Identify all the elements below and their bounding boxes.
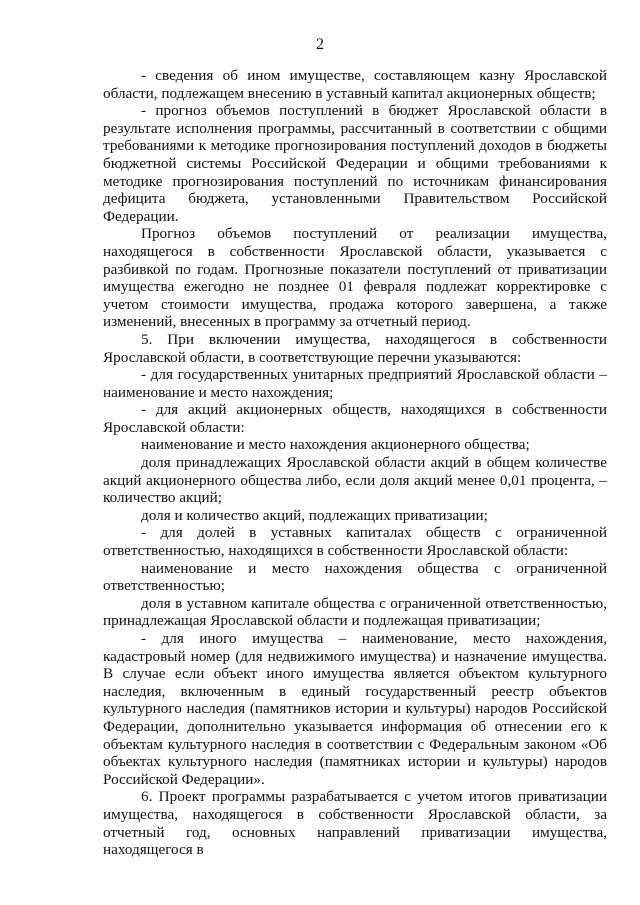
- paragraph-company-name-location: наименование и место нахождения акционерного общества;: [141, 436, 530, 454]
- paragraph-llc-share-capital: доля в уставном капитале общества с ограниченной ответственностью, принадлежащая Ярославской области и подлежащая приватизации;: [103, 594, 607, 630]
- document-body: [103, 67, 607, 859]
- paragraph-llc-name-location: наименование и место нахождения общества с ограниченной ответственностью;: [103, 559, 607, 595]
- paragraph-unitary-enterprises: - для государственных унитарных предприятий Ярославской области – наименование и место нахождения;: [103, 366, 607, 401]
- paragraph-revenue-forecast: - прогноз объемов поступлений в бюджет Ярославской области в результате исполнения программы, рассчитанный в соответствии с общими требованиями к методике прогнозирования поступлений доходов в бюджеты бюджетной системы Российской Федерации и общими требованиями к методике прогнозирования поступлений по источникам финансирования дефицита бюджета, установленными Правительством Российской Федерации.: [103, 102, 607, 225]
- paragraph-item-6: 6. Проект программы разрабатывается с учетом итогов приватизации имущества, находящегося в собственности Ярославской области, за отчетный год, основных направлений приватизации имущества, находящегося в: [103, 788, 607, 859]
- paragraph-llc-shares: - для долей в уставных капиталах обществ с ограниченной ответственностью, находящихся в собственности Ярославской области:: [103, 524, 607, 560]
- paragraph-joint-stock-shares: - для акций акционерных обществ, находящихся в собственности Ярославской области:: [103, 401, 607, 436]
- paragraph-forecast-breakdown: Прогноз объемов поступлений от реализации имущества, находящегося в собственности Ярославской области, указывается с разбивкой по годам. Прогнозные показатели поступлений от приватизации имущества ежегодно не позднее 01 февраля подлежат корректировке с учетом стоимости имущества, продажа которого завершена, а также изменений, внесенных в программу за отчетный период.: [103, 225, 607, 331]
- paragraph-item-5: 5. При включении имущества, находящегося в собственности Ярославской области, в соответствующие перечни указываются:: [103, 330, 607, 366]
- paragraph-shares-for-privatization: доля и количество акций, подлежащих приватизации;: [141, 506, 488, 524]
- paragraph-other-property: - для иного имущества – наименование, место нахождения, кадастровый номер (для недвижимого имущества) и назначение имущества. В случае если объект иного имущества является объектом культурного наследия, включенным в единый государственный реестр объектов культурного наследия (памятников истории и культуры) народов Российской Федерации, дополнительно указывается информация об отнесении его к объектам культурного наследия в соответствии с Федеральным законом «Об объектах культурного наследия (памятниках истории и культуры) народов Российской Федерации».: [103, 630, 607, 788]
- paragraph-share-of-stock: доля принадлежащих Ярославской области акций в общем количестве акций акционерного общества либо, если доля акций менее 0,01 процента, – количество акций;: [103, 454, 607, 507]
- paragraph-other-property-info: - сведения об ином имуществе, составляющем казну Ярославской области, подлежащем внесению в уставный капитал акционерных обществ;: [103, 67, 607, 102]
- page-number: 2: [316, 36, 324, 53]
